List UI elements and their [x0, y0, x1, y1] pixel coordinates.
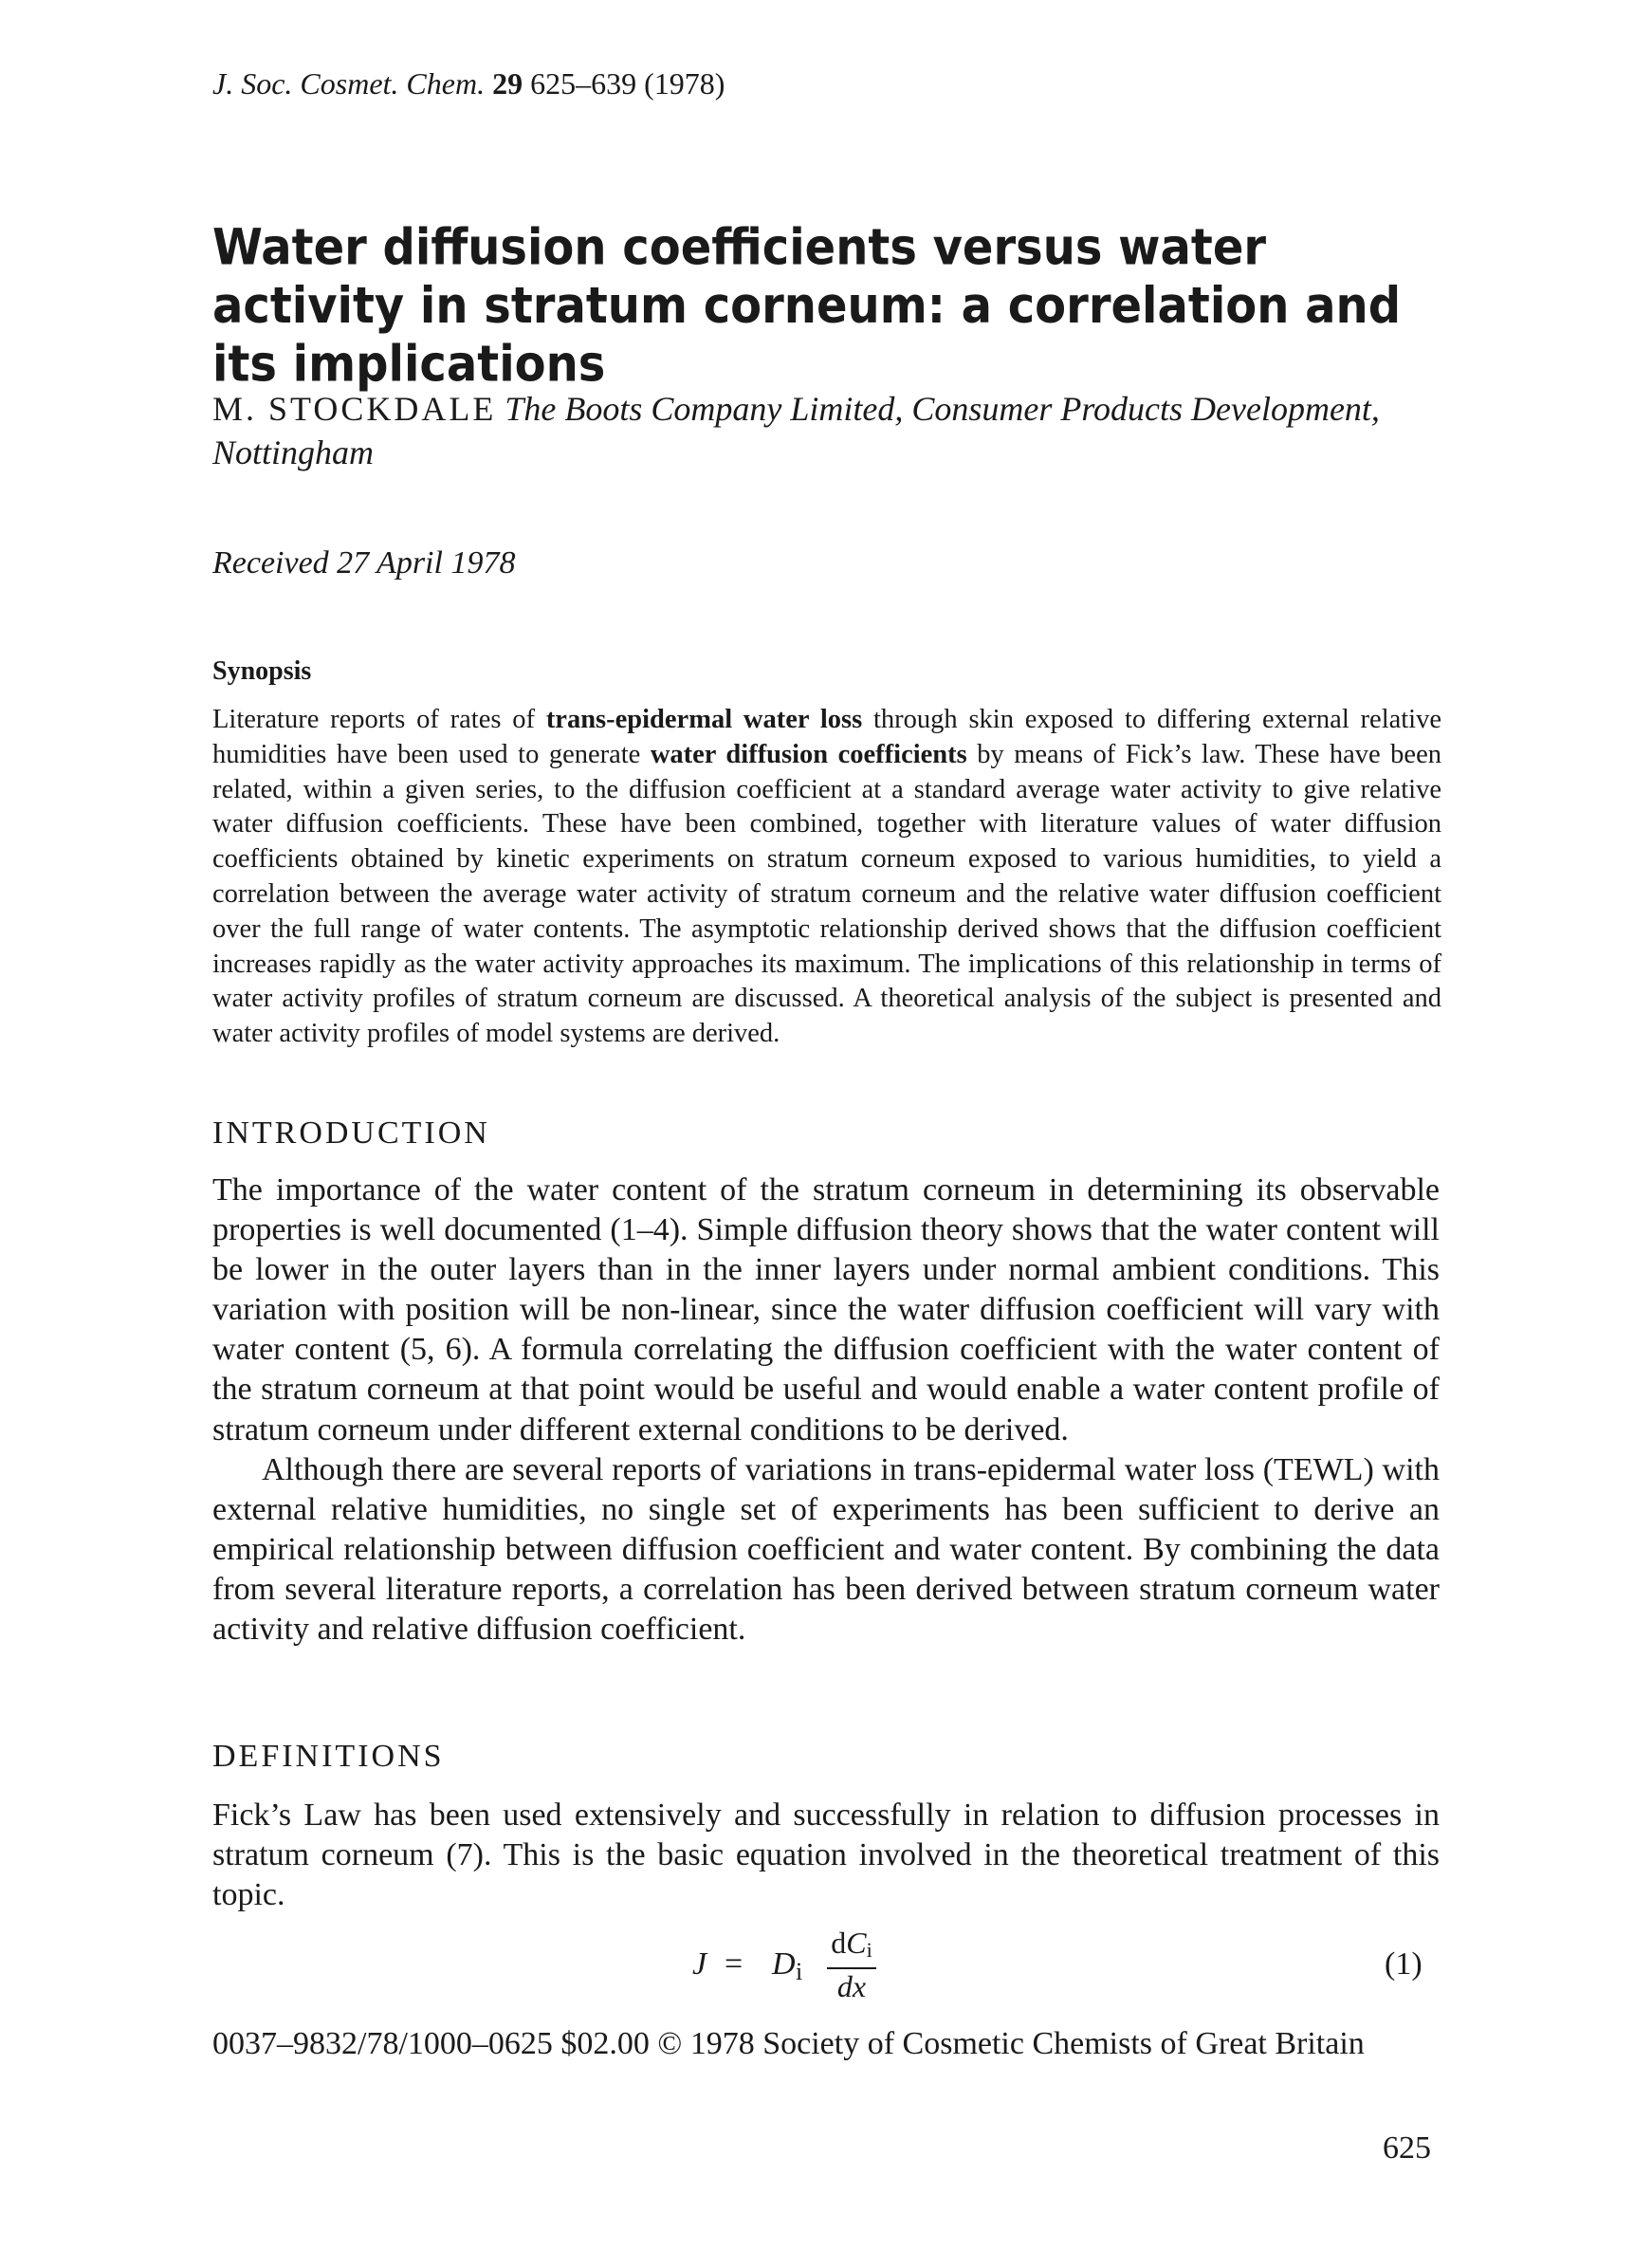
- equation-numerator-subscript: i: [866, 1938, 872, 1962]
- equation-numerator: [823, 1926, 880, 1967]
- equation-equals: =: [725, 1946, 743, 1982]
- synopsis-keyword-tewl: trans-epidermal water loss: [545, 705, 863, 734]
- introduction-body: [212, 1171, 1440, 1650]
- page-number: 625: [1383, 2130, 1431, 2166]
- article-title: Water diffusion coefficients versus water activity in stratum corneum: a correlation and its implications: [212, 218, 1402, 394]
- journal-reference: [212, 66, 725, 101]
- synopsis-text-3: by means of Fick’s law. These have been related, within a given series, to the diffusion coefficient at a standard average water activity to give relative water diffusion coefficients. These have been combined, together with literature values of water diffusion coefficients obtained by kinetic experiments on stratum corneum exposed to various humidities, to yield a correlation between the average water activity of stratum corneum and the relative water diffusion coefficient over the full range of water contents. The asymptotic relationship derived shows that the diffusion coefficient increases rapidly as the water activity approaches its maximum. The implications of this relationship in terms of water activity profiles of stratum corneum are discussed. A theoretical analysis of the subject is presented and water activity profiles of model systems are derived.: [212, 739, 1441, 1049]
- introduction-paragraph-1: The importance of the water content of the stratum corneum in determining its observable properties is well documented (1–4). Simple diffusion theory shows that the water content will be lower in the outer layers than in the inner layers under normal ambient conditions. This variation with position will be non-linear, since the water diffusion coefficient will vary with water content (5, 6). A formula correlating the diffusion coefficient with the water content of the stratum corneum at that point would be useful and would enable a water content profile of stratum corneum under different external conditions to be derived.: [212, 1172, 1440, 1447]
- synopsis-keyword-diffusion: water diffusion coefficients: [650, 739, 967, 769]
- author-name: M. STOCKDALE: [212, 390, 497, 428]
- equation-coefficient-subscript: i: [796, 1958, 803, 1985]
- ficks-law-equation: [692, 1926, 882, 2001]
- introduction-paragraph-2: Although there are several reports of variations in trans-epidermal water loss (TEWL) with external relative humidities, no single set of experiments has been sufficient to derive an empirical relationship between diffusion coefficient and water content. By combining the data from several literature reports, a correlation has been derived between stratum corneum water activity and relative diffusion coefficient.: [212, 1451, 1440, 1648]
- synopsis-heading: Synopsis: [212, 656, 312, 686]
- equation-number: (1): [1385, 1946, 1423, 1982]
- author-affiliation: The Boots Company Limited, Consumer Products Development, Nottingham: [212, 390, 1380, 471]
- equation-flux: J: [692, 1946, 707, 1982]
- equation-coefficient: D: [772, 1946, 796, 1982]
- definitions-paragraph-1: Fick’s Law has been used extensively and successfully in relation to diffusion processes in stratum corneum (7). This is the basic equation involved in the theoretical treatment of this topic.: [212, 1798, 1440, 1913]
- equation-numerator-d: d: [831, 1926, 847, 1960]
- copyright-line: 0037–9832/78/1000–0625 $02.00 © 1978 Society of Cosmetic Chemists of Great Britain: [212, 2026, 1365, 2061]
- synopsis-paragraph: [212, 703, 1441, 1052]
- introduction-heading: INTRODUCTION: [212, 1116, 490, 1151]
- equation-numerator-var: C: [846, 1926, 867, 1960]
- received-date: Received 27 April 1978: [212, 545, 516, 581]
- author-line: [212, 387, 1445, 474]
- journal-pages-year: 625–639 (1978): [530, 66, 725, 101]
- journal-volume: 29: [492, 66, 523, 101]
- journal-name: J. Soc. Cosmet. Chem.: [212, 66, 486, 101]
- equation-fraction: [823, 1926, 880, 2003]
- equation-denominator: dx: [836, 1969, 867, 2003]
- definitions-body: [212, 1796, 1440, 1915]
- definitions-heading: DEFINITIONS: [212, 1739, 445, 1774]
- synopsis-text-1: Literature reports of rates of: [212, 705, 546, 734]
- synopsis-text-2: through skin exposed to differing external relative humidities have been used to generate: [212, 705, 1441, 769]
